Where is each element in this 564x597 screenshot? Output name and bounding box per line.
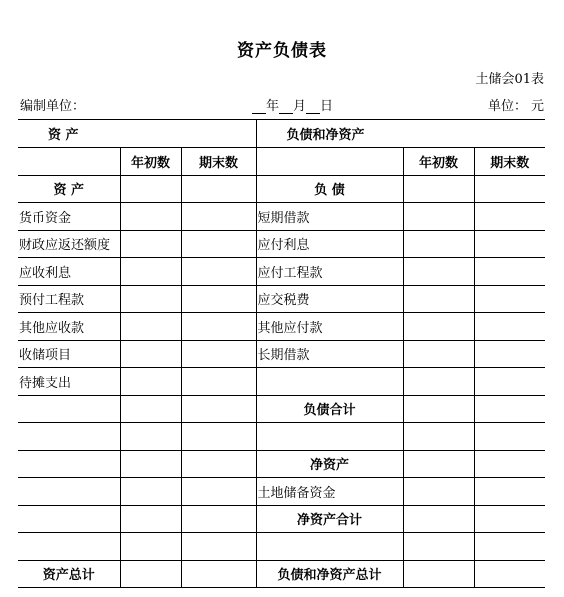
asset-item-label: 收储项目: [18, 340, 120, 368]
asset-item-label: [18, 505, 120, 533]
day-label: 日: [320, 99, 334, 114]
column-header-row: [18, 148, 545, 176]
liability-begin-cell: [403, 230, 474, 258]
asset-begin-cell: [120, 533, 181, 561]
year-blank: [252, 99, 266, 114]
asset-item-label: 预付工程款: [18, 285, 120, 313]
asset-begin-cell: [120, 395, 181, 423]
liability-begin-cell: [403, 533, 474, 561]
liability-item-label: 净资产: [256, 450, 403, 478]
month-label: 月: [293, 99, 307, 114]
asset-end-cell: [181, 450, 256, 478]
liability-begin-cell: [403, 478, 474, 506]
left-item-header: [18, 148, 120, 176]
asset-item-label: 货币资金: [18, 203, 120, 231]
liability-begin-cell: [403, 313, 474, 341]
asset-item-label: [18, 533, 120, 561]
asset-item-label: 应收利息: [18, 258, 120, 286]
left-col-begin-header: 年初数: [120, 148, 181, 176]
liability-item-label: 应交税费: [256, 285, 403, 313]
liability-begin-cell: [403, 505, 474, 533]
table-row: [18, 368, 545, 396]
asset-begin-cell: [120, 258, 181, 286]
right-group-header: 负债和净资产: [256, 120, 545, 148]
table-row: [18, 423, 545, 451]
table-row: [18, 505, 545, 533]
table-row: [18, 175, 545, 203]
asset-item-label: 待摊支出: [18, 368, 120, 396]
asset-item-label: [18, 423, 120, 451]
asset-begin-cell: [120, 368, 181, 396]
table-row: [18, 203, 545, 231]
liability-item-label: [256, 423, 403, 451]
asset-end-cell: [181, 368, 256, 396]
asset-end-cell: [181, 423, 256, 451]
balance-sheet-table: [18, 119, 545, 588]
liability-end-cell: [474, 423, 545, 451]
asset-item-label: [18, 450, 120, 478]
table-row: [18, 340, 545, 368]
asset-end-cell: [181, 395, 256, 423]
asset-item-label: 资产总计: [18, 560, 120, 588]
liability-item-label: 负债合计: [256, 395, 403, 423]
asset-end-cell: [181, 203, 256, 231]
month-blank: [279, 99, 293, 114]
liability-item-label: 其他应付款: [256, 313, 403, 341]
liability-end-cell: [474, 505, 545, 533]
liability-item-label: [256, 533, 403, 561]
table-row: [18, 313, 545, 341]
asset-item-label: 财政应返还额度: [18, 230, 120, 258]
liability-item-label: 负债和净资产总计: [256, 560, 403, 588]
liability-begin-cell: [403, 450, 474, 478]
liability-begin-cell: [403, 368, 474, 396]
asset-end-cell: [181, 560, 256, 588]
asset-end-cell: [181, 285, 256, 313]
asset-item-label: [18, 395, 120, 423]
asset-end-cell: [181, 313, 256, 341]
currency-unit: [488, 95, 544, 114]
liability-begin-cell: [403, 175, 474, 203]
liability-end-cell: [474, 533, 545, 561]
liability-begin-cell: [403, 285, 474, 313]
asset-begin-cell: [120, 340, 181, 368]
liability-end-cell: [474, 258, 545, 286]
right-item-header: [256, 148, 403, 176]
liability-end-cell: [474, 285, 545, 313]
liability-begin-cell: [403, 340, 474, 368]
table-row: [18, 560, 545, 588]
liability-end-cell: [474, 175, 545, 203]
currency-unit-label: 单位：: [487, 99, 527, 114]
left-col-end-header: 期末数: [181, 148, 256, 176]
asset-end-cell: [181, 478, 256, 506]
asset-end-cell: [181, 230, 256, 258]
asset-begin-cell: [120, 175, 181, 203]
liability-end-cell: [474, 395, 545, 423]
liability-item-label: 净资产合计: [256, 505, 403, 533]
report-title: 资产负债表: [237, 41, 327, 61]
liability-end-cell: [474, 560, 545, 588]
year-label: 年: [266, 99, 280, 114]
liability-item-label: 应付工程款: [256, 258, 403, 286]
table-row: [18, 230, 545, 258]
liability-item-label: 负 债: [256, 175, 403, 203]
asset-begin-cell: [120, 230, 181, 258]
asset-begin-cell: [120, 313, 181, 341]
table-row: [18, 533, 545, 561]
table-row: [18, 478, 545, 506]
liability-end-cell: [474, 340, 545, 368]
liability-end-cell: [474, 450, 545, 478]
liability-item-label: 短期借款: [256, 203, 403, 231]
asset-end-cell: [181, 505, 256, 533]
asset-begin-cell: [120, 203, 181, 231]
right-col-begin-header: 年初数: [403, 148, 474, 176]
asset-begin-cell: [120, 450, 181, 478]
table-row: [18, 285, 545, 313]
liability-item-label: 土地储备资金: [256, 478, 403, 506]
table-row: [18, 258, 545, 286]
liability-item-label: [256, 368, 403, 396]
asset-end-cell: [181, 340, 256, 368]
liability-begin-cell: [403, 395, 474, 423]
liability-item-label: 应付利息: [256, 230, 403, 258]
asset-item-label: [18, 478, 120, 506]
left-group-header: 资 产: [18, 120, 256, 148]
liability-end-cell: [474, 368, 545, 396]
asset-end-cell: [181, 533, 256, 561]
asset-end-cell: [181, 175, 256, 203]
asset-begin-cell: [120, 478, 181, 506]
group-header-row: [18, 120, 545, 148]
liability-end-cell: [474, 313, 545, 341]
right-col-end-header: 期末数: [474, 148, 545, 176]
asset-begin-cell: [120, 285, 181, 313]
day-blank: [306, 99, 320, 114]
liability-item-label: 长期借款: [256, 340, 403, 368]
asset-item-label: 其他应收款: [18, 313, 120, 341]
liability-begin-cell: [403, 423, 474, 451]
liability-begin-cell: [403, 560, 474, 588]
asset-end-cell: [181, 258, 256, 286]
liability-begin-cell: [403, 258, 474, 286]
table-row: [18, 450, 545, 478]
form-code: 土储会01表: [475, 72, 544, 87]
liability-begin-cell: [403, 203, 474, 231]
liability-end-cell: [474, 478, 545, 506]
compiling-unit-label: 编制单位：: [20, 99, 86, 114]
asset-begin-cell: [120, 423, 181, 451]
table-row: [18, 395, 545, 423]
liability-end-cell: [474, 230, 545, 258]
asset-begin-cell: [120, 560, 181, 588]
asset-begin-cell: [120, 505, 181, 533]
liability-end-cell: [474, 203, 545, 231]
report-date: [252, 95, 333, 114]
asset-item-label: 资 产: [18, 175, 120, 203]
currency-unit-value: 元: [530, 99, 544, 114]
